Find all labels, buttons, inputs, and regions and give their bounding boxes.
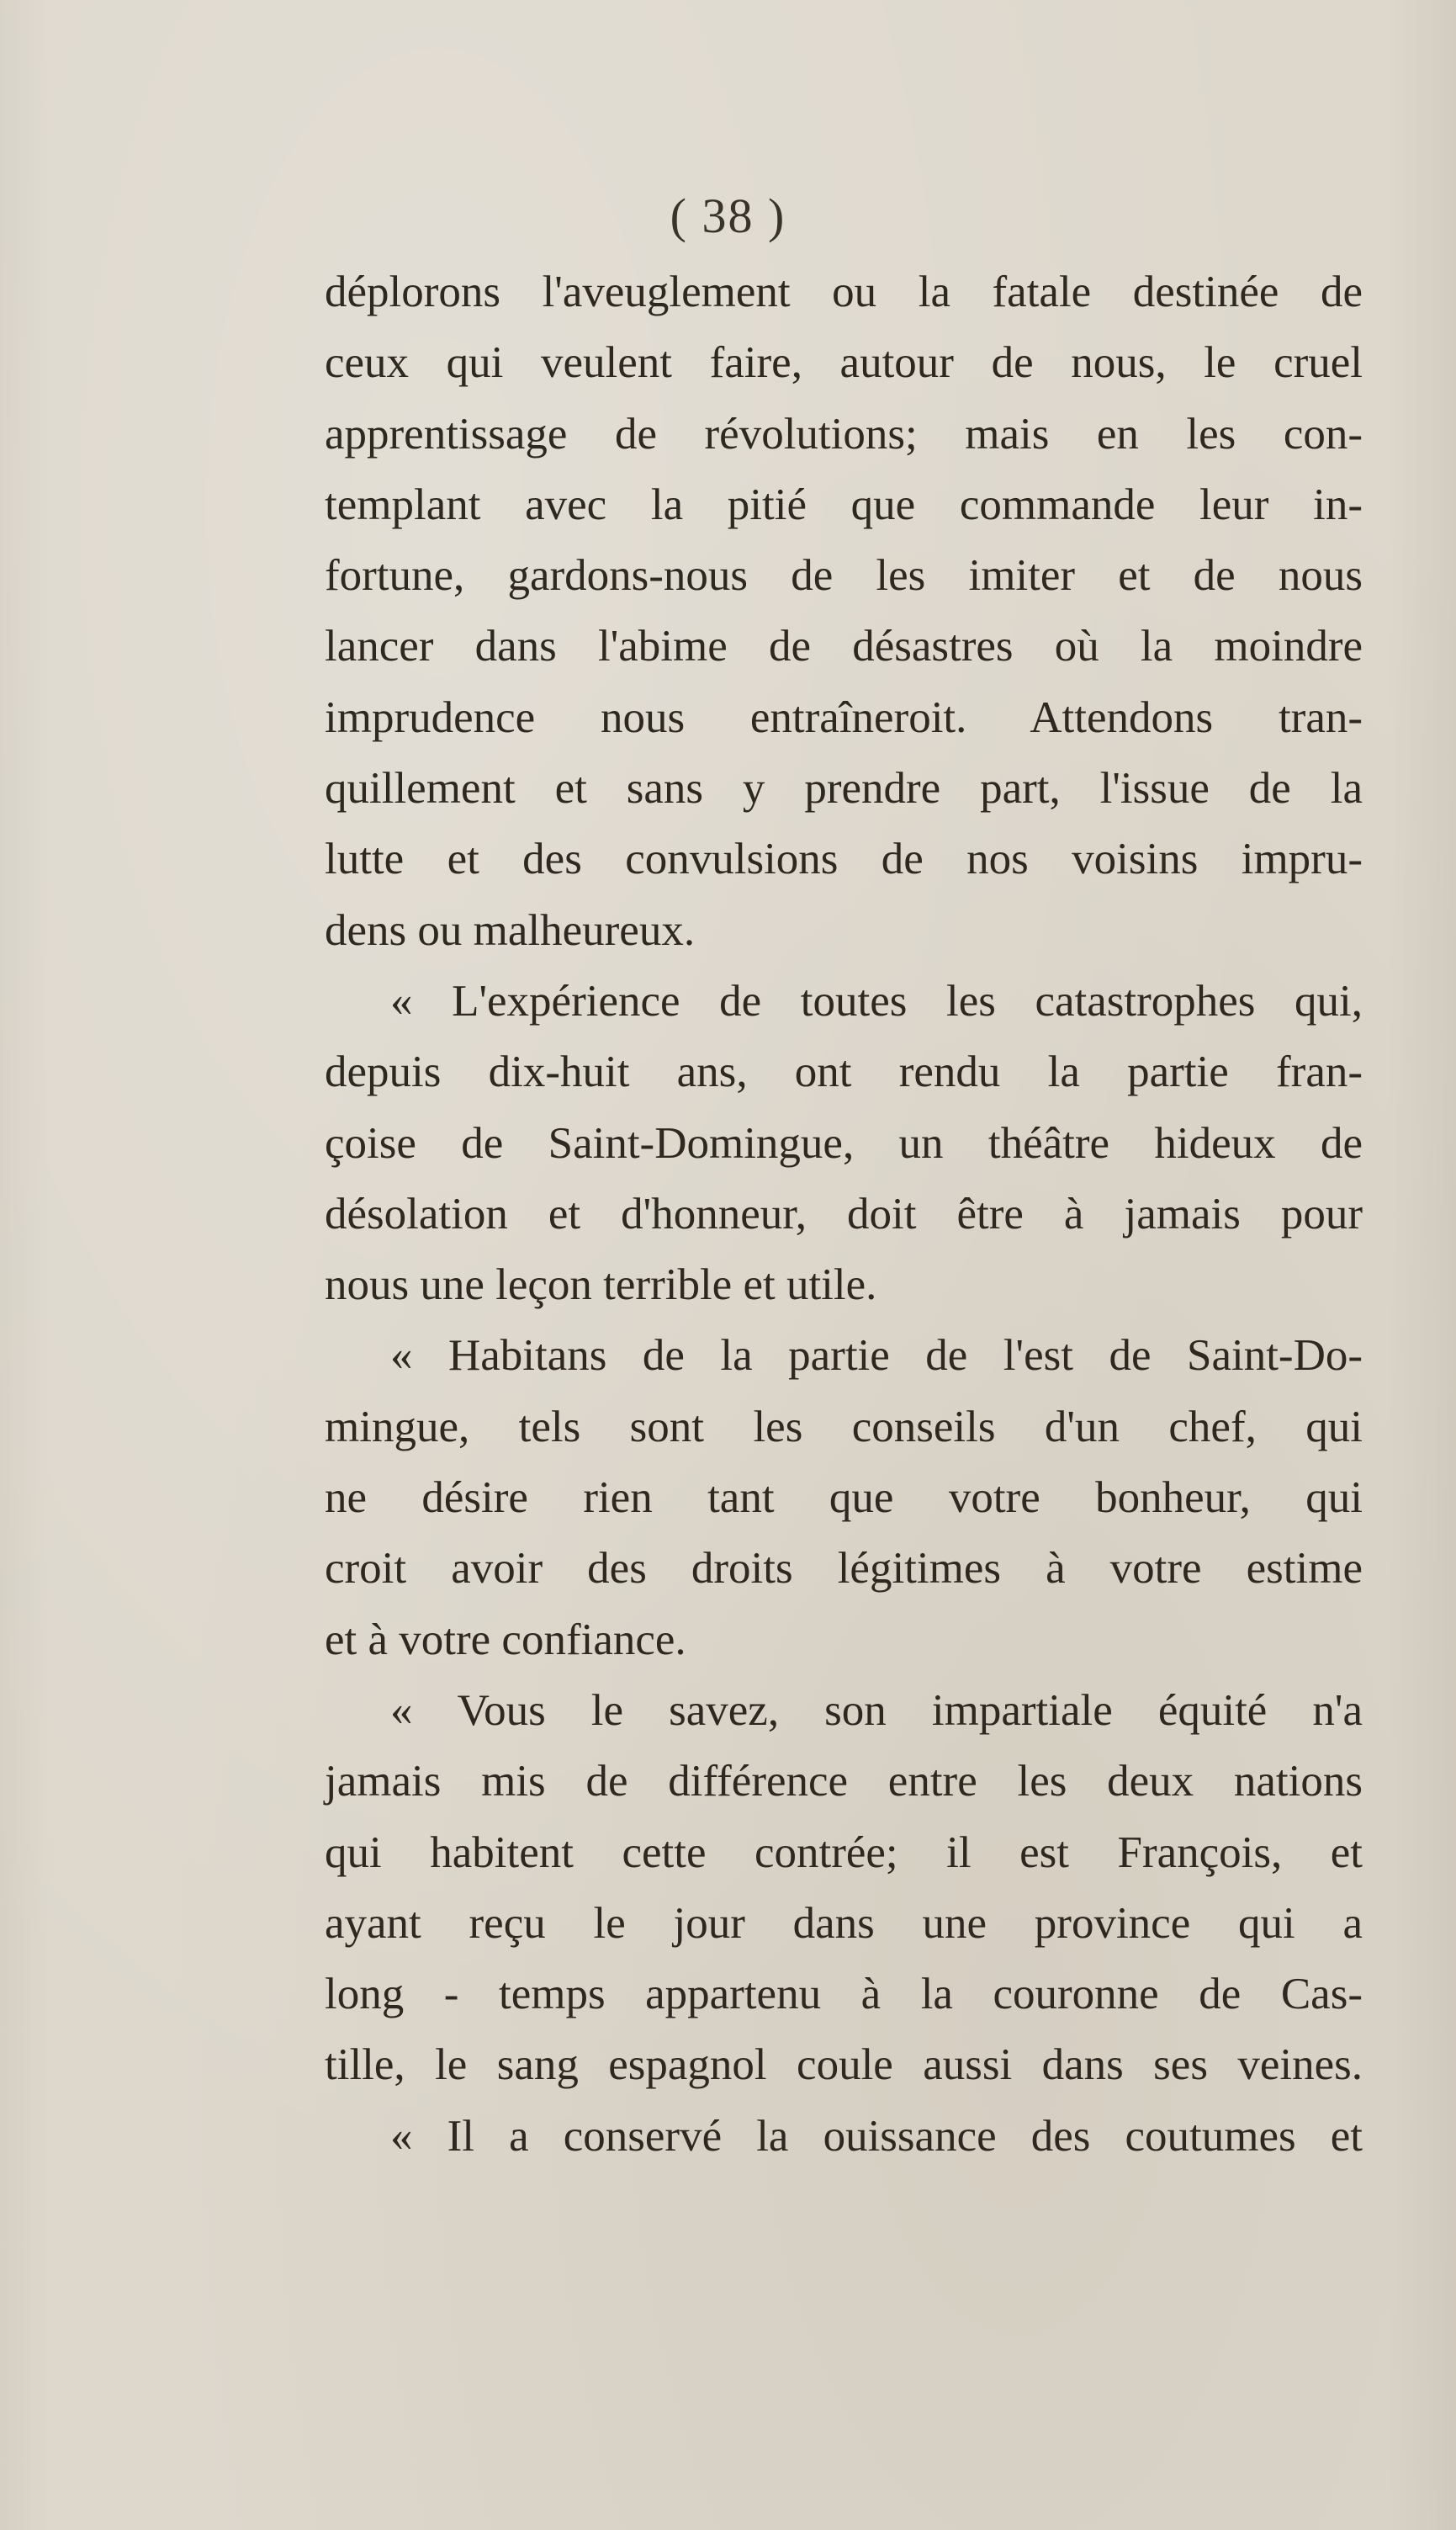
text-line: templant avec la pitié que commande leur in- <box>325 480 1363 529</box>
text-line: çoise de Saint-Domingue, un théâtre hideux de <box>325 1118 1363 1168</box>
text-line: quillement et sans y prendre part, l'issue de la <box>325 764 1363 814</box>
text-line: jamais mis de différence entre les deux nations <box>325 1757 1363 1806</box>
text-line: dens ou malheureux. <box>325 905 696 955</box>
text-line: « Habitans de la partie de l'est de Saint-Do- <box>390 1331 1363 1381</box>
text-line: apprentissage de révolutions; mais en les con- <box>325 409 1363 459</box>
text-line: croit avoir des droits légitimes à votre estime <box>325 1544 1363 1594</box>
text-line: ceux qui veulent faire, autour de nous, le cruel <box>325 338 1363 388</box>
text-line: nous une leçon terrible et utile. <box>325 1260 877 1310</box>
text-line: imprudence nous entraîneroit. Attendons tran- <box>325 692 1363 742</box>
text-line: qui habitent cette contrée; il est François, et <box>325 1827 1363 1877</box>
text-line: ayant reçu le jour dans une province qui a <box>325 1898 1363 1948</box>
text-line: « Vous le savez, son impartiale équité n'a <box>390 1685 1363 1735</box>
text-line: lancer dans l'abime de désastres où la moindre <box>325 622 1363 671</box>
text-line: lutte et des convulsions de nos voisins impru- <box>325 835 1363 884</box>
text-line: fortune, gardons-nous de les imiter et de nous <box>325 551 1363 601</box>
text-line: mingue, tels sont les conseils d'un chef, qui <box>325 1402 1363 1451</box>
page-number: ( 38 ) <box>670 188 786 243</box>
text-line: et à votre confiance. <box>325 1615 686 1664</box>
text-line: désolation et d'honneur, doit être à jamais pour <box>325 1189 1363 1238</box>
text-line: tille, le sang espagnol coule aussi dans ses veines. <box>325 2040 1363 2090</box>
text-line: déplorons l'aveuglement ou la fatale destinée de <box>325 268 1363 316</box>
text-line: long - temps appartenu à la couronne de Cas- <box>325 1970 1363 2019</box>
text-line: « Il a conservé la ouissance des coutumes et <box>390 2111 1363 2161</box>
text-line: « L'expérience de toutes les catastrophes qui, <box>390 976 1363 1026</box>
text-line: depuis dix-huit ans, ont rendu la partie fran- <box>325 1048 1363 1097</box>
text-line: ne désire rien tant que votre bonheur, qui <box>325 1473 1363 1523</box>
body-text <box>325 257 1363 2172</box>
